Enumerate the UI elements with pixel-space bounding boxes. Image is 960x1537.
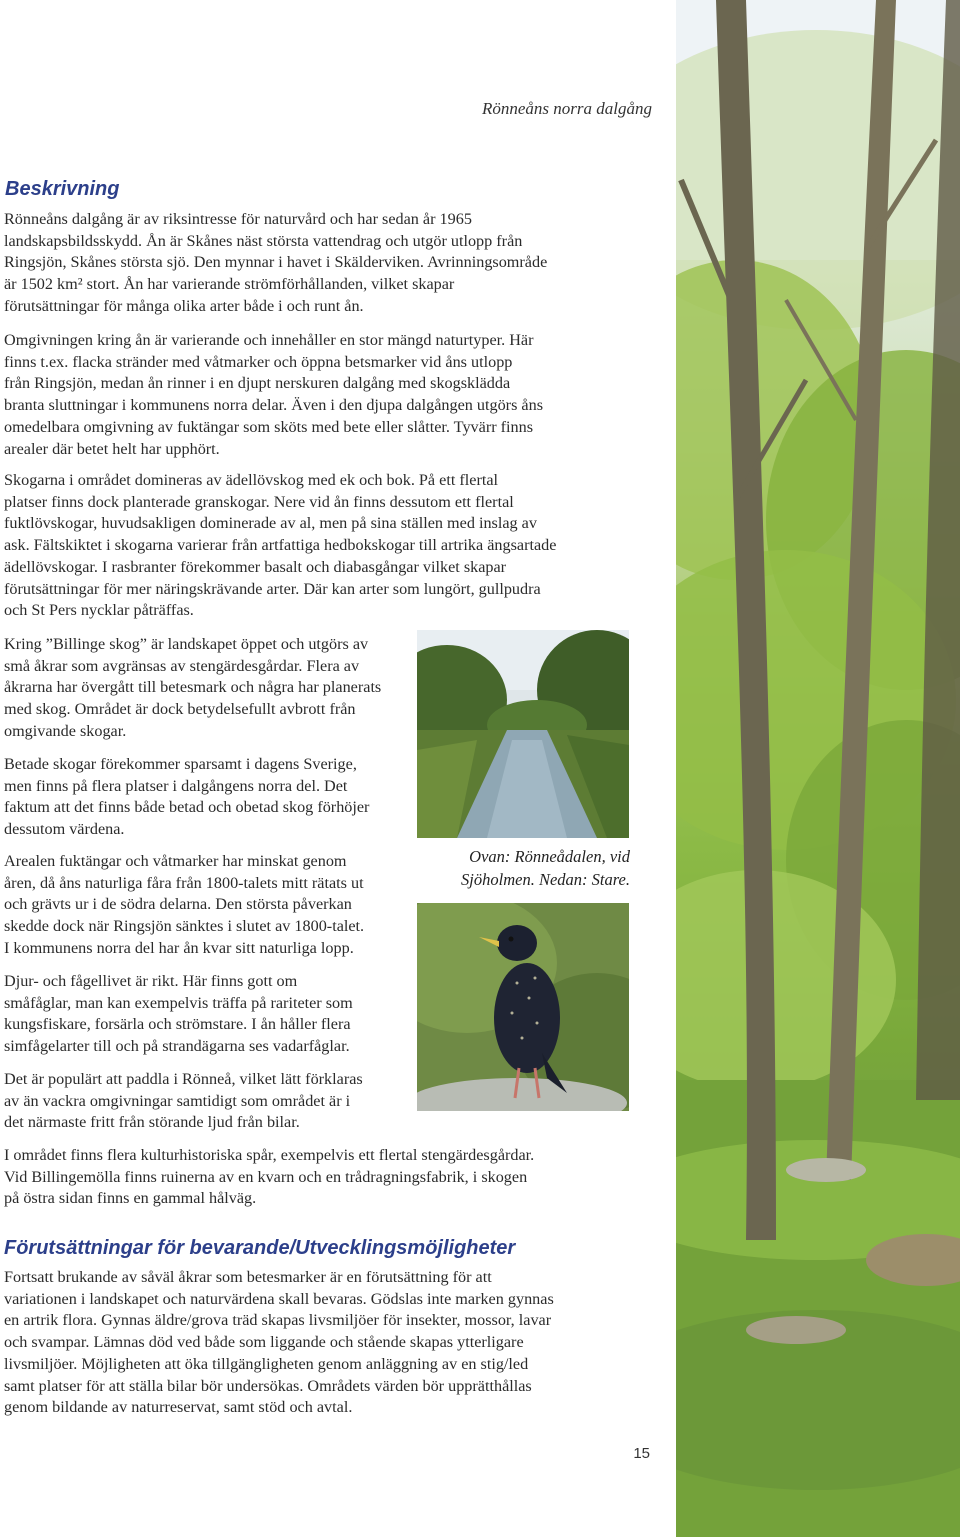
section-title-forutsattningar: Förutsättningar för bevarande/Utvecklingsmöjligheter (4, 1237, 516, 1259)
paragraph-1: Rönneåns dalgång är av riksintresse för naturvård och har sedan år 1965 landskapsbildsskydd. Ån är Skånes näst största vattendrag och utgör utlopp från Ringsjön, Skånes största sjö. Den mynnar i havet i Skälderviken. Avrinningsområde är 1502 km² stort. Ån har varierande strömförhållanden, vilket skapar förutsättningar för många olika arter både i och runt ån. (4, 210, 548, 315)
photo-caption: Ovan: Rönneådalen, vid Sjöholmen. Nedan: Stare. (461, 847, 630, 889)
paragraph-3: Skogarna i området domineras av ädellövskog med ek och bok. På ett flertal platser finns dock planterade granskogar. Nere vid ån finns dessutom ett flertal fuktlövskogar, huvudsakligen dominerade av al, men på sina ställen med inslag av ask. Fältskiktet i skogarna varierar från artfattiga hedbokskogar till artrika ängsartade ädellövskogar. I rasbranter förekommer basalt och diabasgångar vilket skapar förutsättningar för mer näringskrävande arter. Där kan arter som lungört, gullpudra och St Pers nycklar påträffas. (4, 471, 557, 620)
starling-photo (417, 903, 629, 1111)
page-number: 15 (633, 1445, 650, 1462)
river-illustration (417, 630, 629, 838)
paragraph-8: Det är populärt att paddla i Rönneå, vilket lätt förklaras av än vackra omgivningar samtidigt som området är i det närmaste fritt från störande ljud från bilar. (4, 1070, 363, 1132)
paragraph-2: Omgivningen kring ån är varierande och innehåller en stor mängd naturtyper. Här finns t.ex. flacka stränder med våtmarker och öppna betsmarker vid åns utlopp från Ringsjön, medan ån rinner i en djupt nerskuren dalgång med skogsklädda branta sluttningar i kommunens norra delar. Även i den djupa dalgången utgörs åns omedelbara omgivning av fuktängar som sköts med bete eller slåtter. Tyvärr finns arealer där betet helt har upphört. (4, 331, 544, 458)
section-title-beskrivning: Beskrivning (5, 178, 120, 200)
forest-photo (676, 0, 960, 1537)
paragraph-7: Djur- och fågellivet är rikt. Här finns gott om småfåglar, man kan exempelvis träffa på rariteter som kungsfiskare, forsärla och strömstare. I ån håller flera simfågelarter till och på strandägarna ses vadarfåglar. (4, 972, 353, 1056)
paragraph-10: Fortsatt brukande av såväl åkrar som betesmarker är en förutsättning för att variationen i landskapet och naturvärdena skall bevaras. Gödslas inte marken gynnas en artrik flora. Gynnas äldre/grova träd skapas livsmiljöer för insekter, mossor, lavar och svampar. Lämnas död ved både som liggande och stående skapas ytterligare livsmiljöer. Möjligheten att öka tillgängligheten genom anläggning av en stig/led samt platser för att ställa bilar bör undersökas. Områdets värden bör upprätthållas genom bildande av naturreservat, samt stöd och avtal. (4, 1268, 554, 1417)
running-head: Rönneåns norra dalgång (482, 99, 652, 118)
paragraph-9: I området finns flera kulturhistoriska spår, exempelvis ett flertal stengärdesgårdar. Vid Billingemölla finns ruinerna av en kvarn och en trådragningsfabrik, i skogen på östra sidan finns en gammal hålväg. (4, 1146, 535, 1208)
river-photo (417, 630, 629, 838)
paragraph-6: Arealen fuktängar och våtmarker har minskat genom åren, då åns naturliga fåra från 1800-talets mitt rätats ut och grävts ur i de södra delarna. Den största påverkan skedde dock när Ringsjön sänktes i slutet av 1800-talet. I kommunens norra del har ån kvar sitt naturliga lopp. (4, 852, 365, 957)
paragraph-4: Kring ”Billinge skog” är landskapet öppet och utgörs av små åkrar som avgränsas av stengärdesgårdar. Flera av åkrarna har övergått till betesmark och några har planerats med skog. Området är dock betydelsefullt avbrott från omgivande skogar. (4, 635, 382, 740)
starling-illustration (417, 903, 629, 1111)
forest-illustration (676, 0, 960, 1537)
paragraph-5: Betade skogar förekommer sparsamt i dagens Sverige, men finns på flera platser i dalgångens norra del. Det faktum att det finns både betad och obetad skog förhöjer dessutom värdena. (4, 755, 370, 839)
